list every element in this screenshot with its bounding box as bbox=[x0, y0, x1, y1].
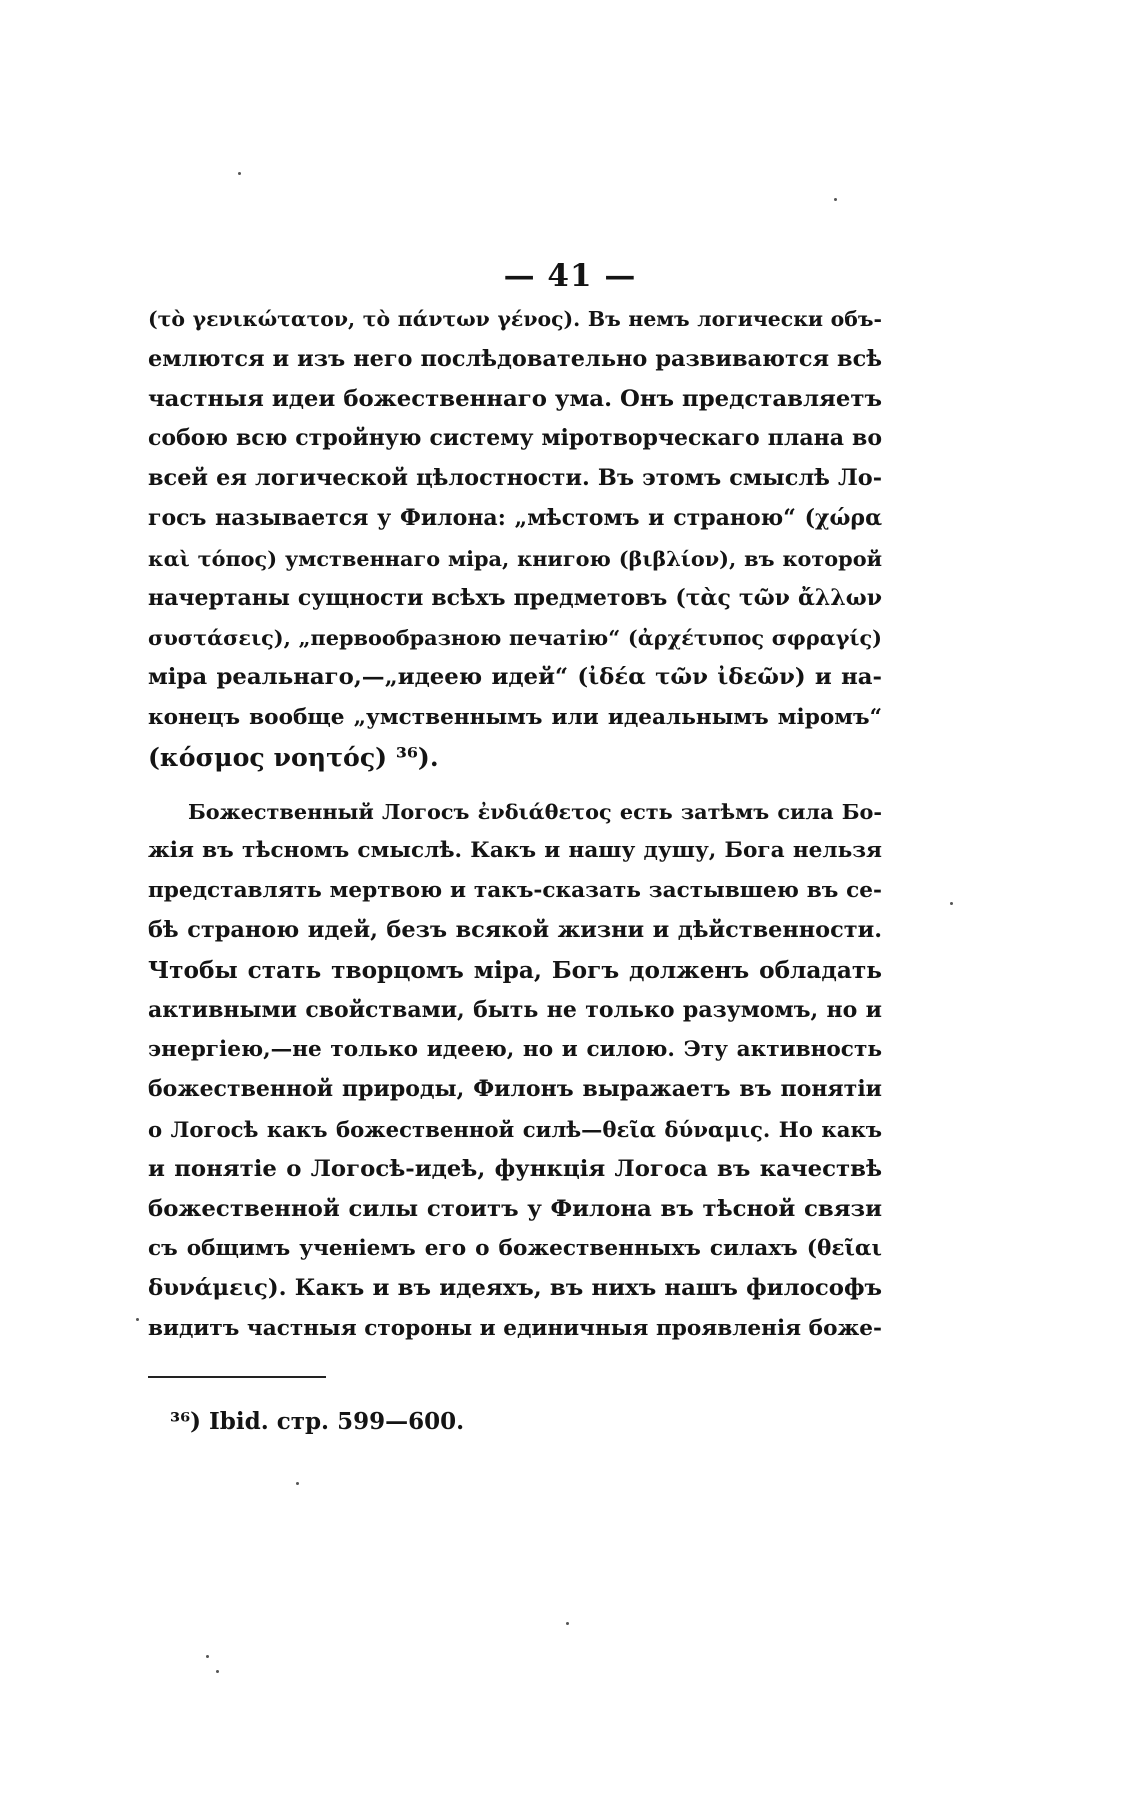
text-line: всей ея логической цѣлостности. Въ этомъ смыслѣ Ло- bbox=[148, 465, 882, 492]
text-line: конецъ вообще „умственнымъ или идеальнымъ міромъ“ bbox=[148, 704, 882, 730]
scan-speck bbox=[950, 902, 953, 905]
text-line: емлются и изъ него послѣдовательно развиваются всѣ bbox=[148, 345, 882, 372]
text-line: (τὸ γενικώτατον, τὸ πάντων γένος). Въ немъ логически объ- bbox=[148, 307, 882, 331]
text-line: представлять мертвою и такъ-сказать застывшею въ се- bbox=[148, 878, 882, 904]
paragraph-2 bbox=[148, 792, 882, 1349]
text-line: (κόσμος νοητός) ³⁶). bbox=[148, 741, 439, 772]
scan-speck bbox=[834, 198, 837, 201]
scan-speck bbox=[566, 1622, 569, 1625]
scan-speck bbox=[216, 1670, 219, 1673]
text-line: Божественный Логосъ ἐνδιάθετος есть затѣмъ сила Бо- bbox=[188, 798, 882, 824]
text-line: міра реальнаго,—„идеею идей“ (ἰδέα τῶν ἰδεῶν) и на- bbox=[148, 664, 882, 691]
text-line: божественной силы стоитъ у Филона въ тѣсной связи bbox=[148, 1195, 882, 1222]
text-line: собою всю стройную систему міротворческаго плана во bbox=[148, 425, 882, 452]
text-line: и понятіе о Логосѣ-идеѣ, функція Логоса въ качествѣ bbox=[148, 1155, 882, 1182]
scan-speck bbox=[136, 1318, 139, 1321]
scan-speck bbox=[206, 1655, 209, 1658]
text-line: божественной природы, Филонъ выражаетъ въ понятіи bbox=[148, 1076, 882, 1103]
page-number: — 41 — bbox=[503, 258, 637, 294]
footnote: ³⁶) Ibid. стр. 599—600. bbox=[170, 1408, 465, 1435]
footnote-divider bbox=[148, 1376, 326, 1378]
text-line: καὶ τόπος) умственнаго міра, книгою (βιβλίον), въ которой bbox=[148, 545, 882, 571]
text-line: видитъ частныя стороны и единичныя проявленія боже- bbox=[148, 1315, 882, 1341]
body-text bbox=[148, 300, 882, 1349]
text-line: συστάσεις), „первообразною печатію“ (ἀρχέτυπος σφραγίς) bbox=[148, 625, 882, 651]
text-line: δυνάμεις). Какъ и въ идеяхъ, въ нихъ нашъ философъ bbox=[148, 1275, 882, 1302]
scan-speck bbox=[296, 1482, 299, 1485]
text-line: госъ называется у Филона: „мѣстомъ и страною“ (χώρα bbox=[148, 504, 882, 531]
text-line: бѣ страною идей, безъ всякой жизни и дѣйственности. bbox=[148, 916, 882, 943]
text-line: съ общимъ ученіемъ его о божественныхъ силахъ (θεῖαι bbox=[148, 1236, 882, 1262]
text-line: частныя идеи божественнаго ума. Онъ представляетъ bbox=[148, 385, 882, 412]
text-line: о Логосѣ какъ божественной силѣ—θεῖα δύναμις. Но какъ bbox=[148, 1116, 882, 1142]
text-line: активными свойствами, быть не только разумомъ, но и bbox=[148, 996, 882, 1023]
paragraph-1 bbox=[148, 300, 882, 778]
scan-speck bbox=[238, 172, 241, 175]
text-line: жія въ тѣсномъ смыслѣ. Какъ и нашу душу, Бога нельзя bbox=[148, 838, 882, 864]
text-line: начертаны сущности всѣхъ предметовъ (τὰς τῶν ἄλλων bbox=[148, 584, 882, 611]
text-line: энергіею,—не только идеею, но и силою. Эту активность bbox=[148, 1037, 882, 1063]
text-line: Чтобы стать творцомъ міра, Богъ долженъ обладать bbox=[148, 956, 882, 984]
